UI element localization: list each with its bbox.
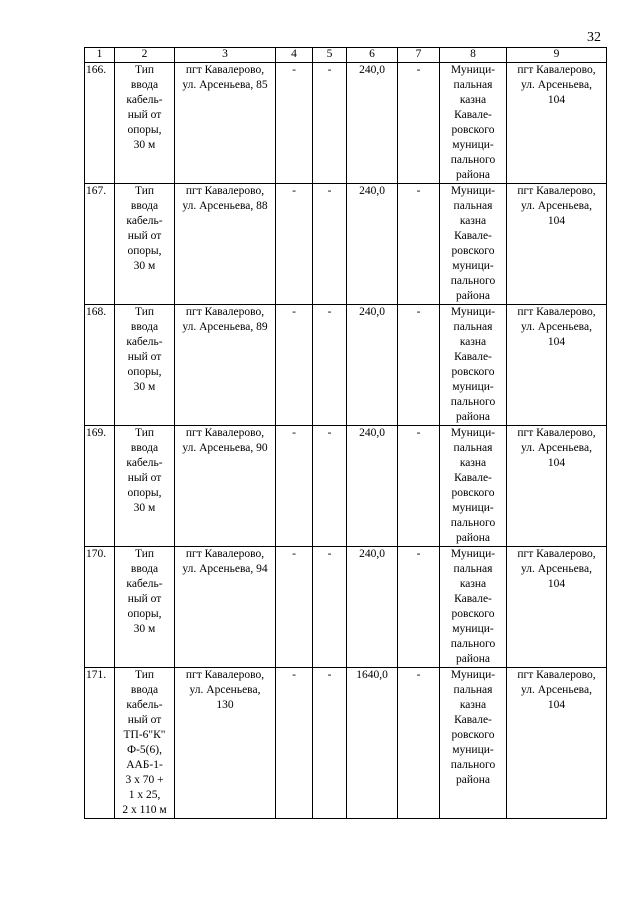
cell-col4: - (276, 547, 313, 668)
row-number: 169. (85, 426, 115, 547)
cell-col6-value: 1640,0 (347, 668, 398, 819)
object-name: Тип ввода кабель- ный от опоры, 30 м (115, 426, 175, 547)
object-address: пгт Кавалерово, ул. Арсеньева, 90 (175, 426, 276, 547)
holder-address: пгт Кавалерово, ул. Арсеньева, 104 (507, 184, 607, 305)
object-name: Тип ввода кабель- ный от опоры, 30 м (115, 184, 175, 305)
column-header: 7 (398, 48, 440, 63)
owner-cell: Муници- пальная казна Кавале- ровского муници- пального района (440, 547, 507, 668)
cell-col5: - (313, 63, 347, 184)
row-number: 170. (85, 547, 115, 668)
row-number: 168. (85, 305, 115, 426)
column-header: 9 (507, 48, 607, 63)
column-number-header (85, 48, 607, 63)
object-name: Тип ввода кабель- ный от ТП-6"К" Ф-5(6), ААБ-1- 3 х 70 + 1 х 25, 2 х 110 м (115, 668, 175, 819)
column-header: 4 (276, 48, 313, 63)
cell-col6-value: 240,0 (347, 305, 398, 426)
holder-address: пгт Кавалерово, ул. Арсеньева, 104 (507, 426, 607, 547)
table-row (85, 668, 607, 819)
cell-col6-value: 240,0 (347, 184, 398, 305)
owner-cell: Муници- пальная казна Кавале- ровского муници- пального района (440, 63, 507, 184)
owner-cell: Муници- пальная казна Кавале- ровского муници- пального района (440, 184, 507, 305)
cell-col4: - (276, 63, 313, 184)
owner-cell: Муници- пальная казна Кавале- ровского муници- пального района (440, 668, 507, 819)
cell-col6-value: 240,0 (347, 63, 398, 184)
column-header: 2 (115, 48, 175, 63)
object-address: пгт Кавалерово, ул. Арсеньева, 85 (175, 63, 276, 184)
column-header: 3 (175, 48, 276, 63)
cell-col5: - (313, 547, 347, 668)
page-number: 32 (587, 30, 601, 45)
object-name: Тип ввода кабель- ный от опоры, 30 м (115, 305, 175, 426)
row-number: 171. (85, 668, 115, 819)
cell-col4: - (276, 305, 313, 426)
property-register-table (84, 47, 607, 819)
cell-col7: - (398, 426, 440, 547)
cell-col7: - (398, 184, 440, 305)
column-header: 5 (313, 48, 347, 63)
cell-col5: - (313, 668, 347, 819)
cell-col7: - (398, 305, 440, 426)
column-header: 8 (440, 48, 507, 63)
cell-col7: - (398, 547, 440, 668)
cell-col5: - (313, 184, 347, 305)
holder-address: пгт Кавалерово, ул. Арсеньева, 104 (507, 63, 607, 184)
column-header: 6 (347, 48, 398, 63)
table-row (85, 63, 607, 184)
holder-address: пгт Кавалерово, ул. Арсеньева, 104 (507, 547, 607, 668)
owner-cell: Муници- пальная казна Кавале- ровского муници- пального района (440, 426, 507, 547)
table-row (85, 547, 607, 668)
cell-col4: - (276, 668, 313, 819)
cell-col7: - (398, 668, 440, 819)
table-row (85, 426, 607, 547)
table-row (85, 184, 607, 305)
object-name: Тип ввода кабель- ный от опоры, 30 м (115, 63, 175, 184)
row-number: 167. (85, 184, 115, 305)
object-address: пгт Кавалерово, ул. Арсеньева, 94 (175, 547, 276, 668)
object-address: пгт Кавалерово, ул. Арсеньева, 88 (175, 184, 276, 305)
cell-col4: - (276, 426, 313, 547)
owner-cell: Муници- пальная казна Кавале- ровского муници- пального района (440, 305, 507, 426)
cell-col5: - (313, 426, 347, 547)
holder-address: пгт Кавалерово, ул. Арсеньева, 104 (507, 305, 607, 426)
cell-col4: - (276, 184, 313, 305)
row-number: 166. (85, 63, 115, 184)
object-name: Тип ввода кабель- ный от опоры, 30 м (115, 547, 175, 668)
cell-col6-value: 240,0 (347, 547, 398, 668)
column-header: 1 (85, 48, 115, 63)
cell-col6-value: 240,0 (347, 426, 398, 547)
table-body (85, 63, 607, 819)
cell-col7: - (398, 63, 440, 184)
object-address: пгт Кавалерово, ул. Арсеньева, 89 (175, 305, 276, 426)
cell-col5: - (313, 305, 347, 426)
table-row (85, 305, 607, 426)
holder-address: пгт Кавалерово, ул. Арсеньева, 104 (507, 668, 607, 819)
object-address: пгт Кавалерово, ул. Арсеньева, 130 (175, 668, 276, 819)
